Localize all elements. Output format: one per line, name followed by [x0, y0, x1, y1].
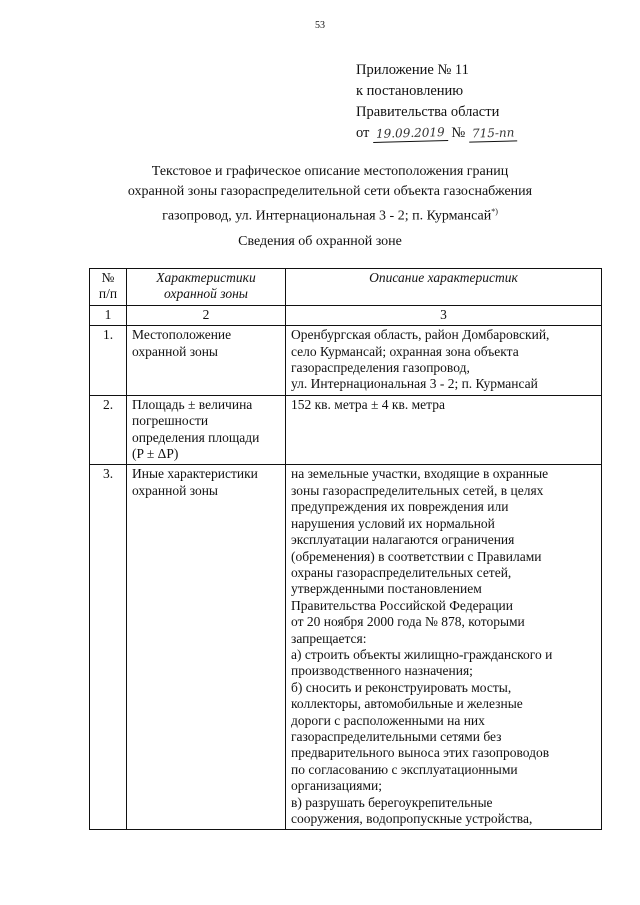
column-number-3: 3 [286, 305, 602, 325]
footnote-mark: *) [491, 207, 498, 216]
characteristic-line: Иные характеристики [132, 466, 258, 482]
description-line: село Курмансай; охранная зона объекта [291, 343, 519, 359]
description-line: утвержденными постановлением [291, 581, 482, 597]
table-header-row [90, 269, 602, 306]
row-description [286, 395, 602, 465]
description-line: производственного назначения; [291, 663, 473, 679]
description-line: б) сносить и реконструировать мосты, [291, 679, 512, 695]
characteristic-line: Площадь ± величина [132, 396, 253, 412]
description-line: организациями; [291, 778, 382, 794]
protection-zone-table [89, 268, 602, 830]
description-line: Правительства Российской Федерации [291, 597, 513, 613]
description-line: Оренбургская область, район Домбаровский, [291, 327, 550, 343]
appendix-block [356, 60, 517, 144]
description-line: коллекторы, автомобильные и железные [291, 696, 523, 712]
description-line: газораспределительными сетями без [291, 728, 502, 744]
row-number: 2. [90, 395, 127, 465]
description-line: а) строить объекты жилищно-гражданского и [291, 646, 553, 662]
row-characteristic [127, 465, 286, 830]
title-line-2: охранной зоны газораспределительной сети объекта газоснабжения [127, 184, 533, 199]
description-line: предупреждения их повреждения или [291, 499, 509, 515]
title-line-3 [60, 202, 600, 227]
title-line-1: Текстовое и графическое описание местоположения границ [151, 164, 509, 179]
description-line: дороги с расположенными на них [291, 712, 485, 728]
description-line: предварительного выноса этих газопроводов [291, 745, 550, 761]
appendix-date-prefix: от [356, 125, 370, 141]
column-number-row [90, 305, 602, 325]
characteristic-line: определения площади [132, 429, 260, 445]
description-line: (обременения) в соответствии с Правилами [291, 548, 542, 564]
header-char-line-2: охранной зоны [164, 286, 248, 302]
description-line: нарушения условий их нормальной [291, 515, 495, 531]
document-title [60, 162, 600, 227]
header-characteristic [127, 269, 286, 306]
characteristic-line: охранной зоны [132, 343, 219, 359]
description-line: газораспределения газопровод, [291, 360, 470, 376]
header-num-line-2: п/п [98, 286, 118, 302]
header-char-line-1: Характеристики [156, 270, 256, 285]
description-line: запрещается: [291, 630, 367, 646]
header-description: Описание характеристик [286, 269, 602, 306]
row-number: 1. [90, 326, 127, 396]
table-row [90, 465, 602, 830]
table-row [90, 395, 602, 465]
appendix-title: Приложение № 11 [356, 62, 469, 78]
appendix-authority: Правительства области [356, 104, 500, 120]
description-line: эксплуатации налагаются ограничения [291, 532, 515, 548]
page-number: 53 [315, 20, 325, 31]
row-characteristic [127, 395, 286, 465]
title-line-3-text: газопровод, ул. Интернациональная 3 - 2; п. Курмансай [162, 208, 492, 224]
row-characteristic [127, 326, 286, 396]
handwritten-number: 715-пп [469, 124, 518, 142]
characteristic-line: Местоположение [132, 327, 232, 343]
characteristic-line: (P ± ΔP) [132, 446, 179, 462]
header-num [90, 269, 127, 306]
column-number-1: 1 [90, 305, 127, 325]
description-line: по согласованию с эксплуатационными [291, 761, 518, 777]
handwritten-date: 19.09.2019 [373, 124, 448, 143]
section-subtitle: Сведения об охранной зоне [238, 234, 402, 249]
column-number-2: 2 [127, 305, 286, 325]
description-line: в) разрушать берегоукрепительные [291, 794, 493, 810]
description-line: ул. Интернациональная 3 - 2; п. Курмансай [291, 376, 538, 392]
row-number: 3. [90, 465, 127, 830]
description-line: 152 кв. метра ± 4 кв. метра [291, 396, 445, 412]
description-line: сооружения, водопропускные устройства, [291, 811, 533, 826]
characteristic-line: охранной зоны [132, 482, 219, 498]
header-num-line-1: № [101, 270, 115, 285]
appendix-date-line [356, 123, 517, 144]
description-line: на земельные участки, входящие в охранные [291, 466, 549, 482]
description-line: зоны газораспределительных сетей, в целях [291, 482, 544, 498]
appendix-number-sign: № [451, 125, 466, 141]
characteristic-line: погрешности [132, 413, 209, 429]
appendix-ref: к постановлению [356, 83, 464, 99]
description-line: охраны газораспределительных сетей, [291, 564, 512, 580]
row-description [286, 465, 602, 830]
table-row [90, 326, 602, 396]
description-line: от 20 ноября 2000 года № 878, которыми [291, 614, 525, 630]
row-description [286, 326, 602, 396]
